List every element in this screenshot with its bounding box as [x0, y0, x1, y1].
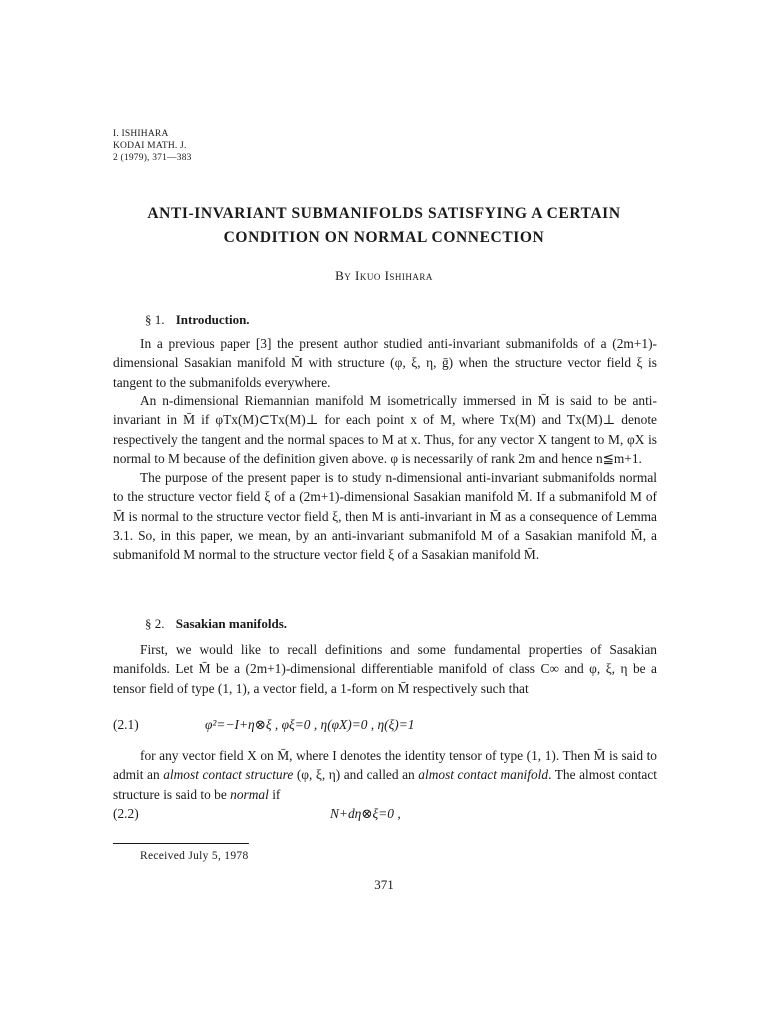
journal-header	[113, 128, 192, 164]
received-date: Received July 5, 1978	[140, 850, 249, 862]
footnote-divider	[113, 843, 249, 844]
section-1-number: § 1.	[145, 312, 165, 327]
equation-2-1-body: φ²=−I+η⊗ξ , φξ=0 , η(φX)=0 , η(ξ)=1	[205, 717, 415, 732]
title-line-1: ANTI-INVARIANT SUBMANIFOLDS SATISFYING A CERTAIN	[147, 205, 621, 222]
section-2-heading	[145, 616, 287, 632]
paper-title	[90, 202, 678, 250]
equation-2-1-label: (2.1)	[113, 717, 139, 732]
term-normal: normal	[230, 786, 269, 802]
header-journal: KODAI MATH. J.	[113, 141, 187, 151]
section-1-paragraph-2: An n-dimensional Riemannian manifold M isometrically immersed in M̄ is said to be anti-invariant in M̄ if φTx(M)⊂Tx(M)⊥ for each point x of M, where Tx(M) and Tx(M)⊥ denote respectively the tangent and the normal spaces to M at x. Thus, for any vector X tangent to M, φX is normal to M because of the definition given above. φ is necessarily of rank 2m and hence n≦m+1.	[113, 393, 657, 466]
author-line	[0, 268, 768, 284]
equation-2-2-label: (2.2)	[113, 806, 139, 821]
section-1-name: Introduction.	[175, 312, 250, 327]
section-1-heading	[145, 312, 250, 328]
section-2-paragraph-1: First, we would like to recall definitions and some fundamental properties of Sasakian manifolds. Let M̄ be a (2m+1)-dimensional differentiable manifold of class C∞ and φ, ξ, η be a tensor field of type (1, 1), a vector field, a 1-form on M̄ respectively such that	[113, 642, 657, 696]
term-almost-contact-structure: almost contact structure	[163, 767, 294, 783]
equation-2-1	[113, 717, 657, 737]
title-line-2: CONDITION ON NORMAL CONNECTION	[223, 229, 545, 246]
equation-2-2-body: N+dη⊗ξ=0 ,	[330, 806, 401, 821]
para-2-text-a: for any vector field X on M̄, where I denotes the identity tensor of type (1, 1). Then M̄ is said to admit an	[113, 748, 657, 783]
para-2-text-c: . The almost contact structure is said to be	[113, 767, 657, 802]
para-2-text-d: if	[268, 786, 281, 802]
author-by: By	[335, 268, 352, 283]
section-1-paragraph-1: In a previous paper [3] the present author studied anti-invariant submanifolds of a (2m+1)-dimensional Sasakian manifold M̄ with structure (φ, ξ, η, ḡ) when the structure vector field ξ is tangent to the submanifolds everywhere.	[113, 336, 657, 390]
term-almost-contact-manifold: almost contact manifold	[418, 767, 549, 783]
equation-2-2	[113, 806, 657, 826]
header-author: I. ISHIHARA	[113, 129, 169, 139]
section-2-name: Sasakian manifolds.	[175, 616, 288, 631]
header-volume: 2 (1979), 371—383	[113, 153, 192, 163]
para-2-text-b: (φ, ξ, η) and called an	[293, 767, 419, 783]
page-number: 371	[374, 877, 394, 892]
section-1-paragraph-3: The purpose of the present paper is to study n-dimensional anti-invariant submanifolds normal to the structure vector field ξ of a (2m+1)-dimensional Sasakian manifold M̄. If a submanifold M of M̄ is normal to the structure vector field ξ, then M is anti-invariant in M̄ as a consequence of Lemma 3.1. So, in this paper, we mean, by an anti-invariant submanifold M of a Sasakian manifold M̄, a submanifold M normal to the structure vector field ξ of a Sasakian manifold M̄.	[113, 470, 657, 563]
section-2-paragraph-2	[113, 746, 657, 804]
section-2-number: § 2.	[145, 616, 165, 631]
author-name: Ikuo Ishihara	[355, 268, 433, 283]
